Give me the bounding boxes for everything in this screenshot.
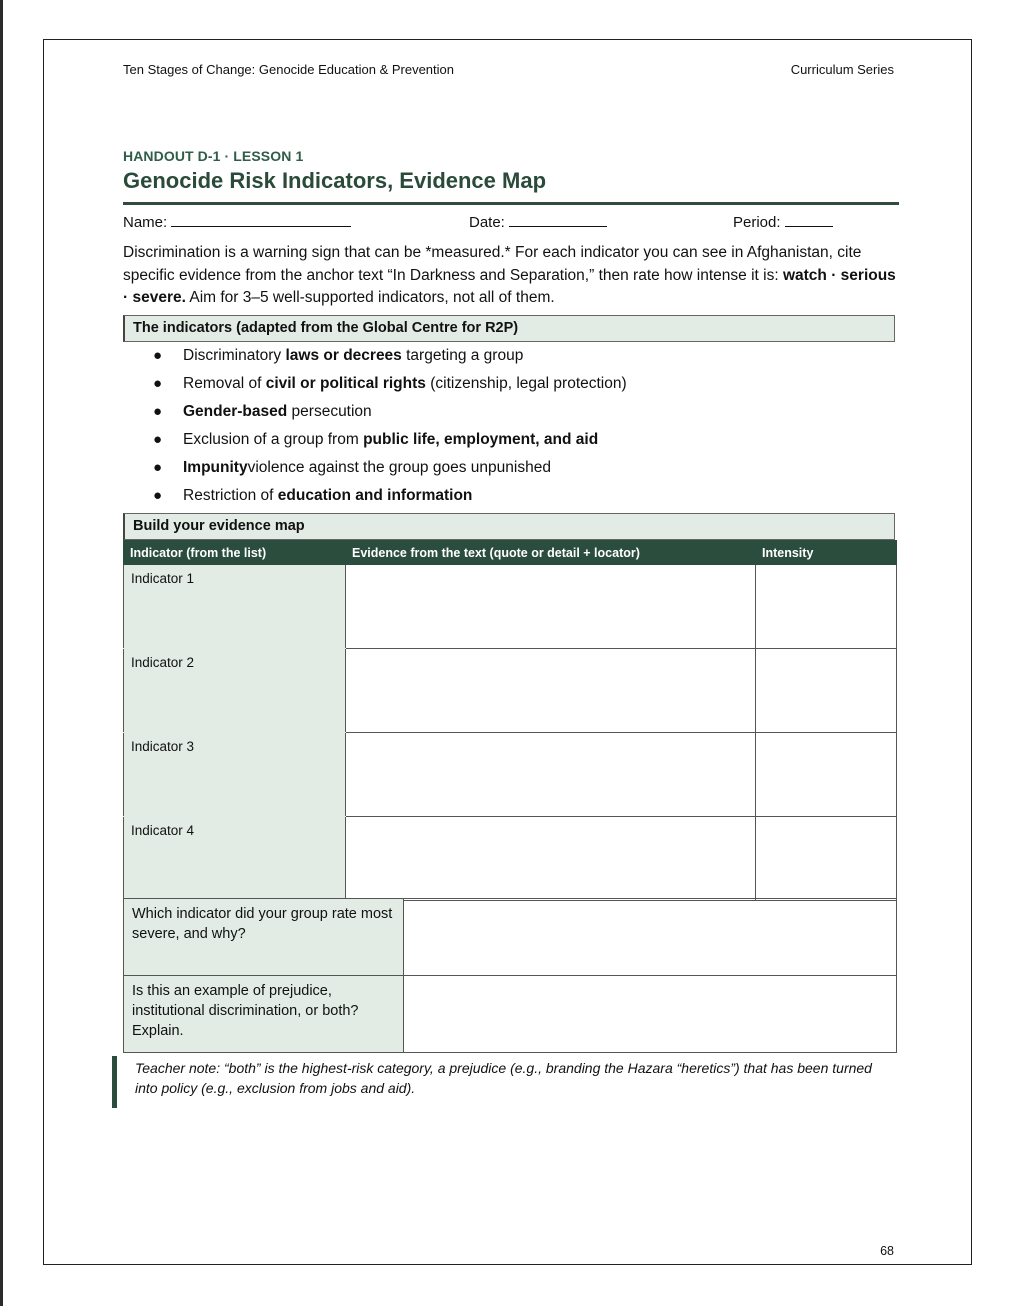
intro-text-1: Discrimination is a warning sign that can be *measured.* For each indicator you can see in Afghanistan, cite specific evidence from the anchor text “In Darkness and Separation,” then rate how intense it is:	[123, 244, 862, 284]
list-item: ● Exclusion of a group from public life, employment, and aid	[123, 426, 893, 454]
name-blank[interactable]	[171, 212, 351, 227]
list-item: ● Impunityviolence against the group goes unpunished	[123, 454, 893, 482]
list-item: ● Restriction of education and information	[123, 482, 893, 510]
evidence-map-heading: Build your evidence map	[123, 513, 895, 540]
evidence-cell[interactable]	[346, 733, 756, 817]
table-row	[124, 976, 897, 1053]
document-page	[43, 39, 972, 1265]
intensity-cell[interactable]	[756, 649, 897, 733]
period-blank[interactable]	[785, 212, 833, 227]
viewer-edge	[0, 0, 3, 1306]
indicator-cell[interactable]: Indicator 2	[124, 649, 346, 733]
date-label: Date:	[469, 214, 505, 231]
period-label: Period:	[733, 214, 781, 231]
answer-cell[interactable]	[404, 976, 897, 1053]
table-header-row	[124, 541, 897, 565]
bullet-icon: ●	[153, 403, 163, 420]
column-header: Evidence from the text (quote or detail + locator)	[346, 541, 756, 565]
handout-title: Genocide Risk Indicators, Evidence Map	[123, 168, 547, 193]
date-blank[interactable]	[509, 212, 607, 227]
intensity-cell[interactable]	[756, 565, 897, 649]
evidence-cell[interactable]	[346, 817, 756, 901]
bullet-icon: ●	[153, 431, 163, 448]
column-header: Intensity	[756, 541, 897, 565]
bullet-icon: ●	[153, 487, 163, 504]
series-title: Ten Stages of Change: Genocide Education & Prevention	[123, 62, 454, 77]
bullet-icon: ●	[153, 375, 163, 392]
teacher-note-bar	[112, 1056, 117, 1108]
answer-cell[interactable]	[404, 899, 897, 976]
handout-kicker: HANDOUT D-1 · LESSON 1	[123, 148, 304, 164]
evidence-cell[interactable]	[346, 565, 756, 649]
question-cell: Is this an example of prejudice, institutional discrimination, or both? Explain.	[124, 976, 404, 1053]
intro-text-2: Aim for 3–5 well-supported indicators, not all of them.	[185, 289, 555, 306]
evidence-table	[123, 540, 897, 901]
intensity-levels: watch · serious · severe.	[123, 266, 896, 306]
name-field[interactable]	[123, 212, 351, 231]
series-label: Curriculum Series	[790, 62, 894, 77]
teacher-note: Teacher note: “both” is the highest-risk category, a prejudice (e.g., branding the Hazara “heretics”) that has been turned into policy (e.g., exclusion from jobs and aid).	[135, 1060, 872, 1096]
bullet-icon: ●	[153, 459, 163, 476]
reflection-table	[123, 898, 897, 1053]
intro-paragraph	[123, 242, 899, 310]
question-cell: Which indicator did your group rate most severe, and why?	[124, 899, 404, 976]
indicator-cell[interactable]: Indicator 4	[124, 817, 346, 901]
indicator-cell[interactable]: Indicator 3	[124, 733, 346, 817]
intensity-cell[interactable]	[756, 733, 897, 817]
table-row	[124, 817, 897, 901]
table-row	[124, 649, 897, 733]
period-field[interactable]	[733, 212, 833, 231]
indicators-heading: The indicators (adapted from the Global Centre for R2P)	[123, 315, 895, 342]
list-item: ● Removal of civil or political rights (citizenship, legal protection)	[123, 370, 893, 398]
indicator-cell[interactable]: Indicator 1	[124, 565, 346, 649]
table-row	[124, 733, 897, 817]
table-row	[124, 899, 897, 976]
name-label: Name:	[123, 214, 168, 231]
evidence-cell[interactable]	[346, 649, 756, 733]
title-rule	[123, 202, 899, 205]
table-row	[124, 565, 897, 649]
bullet-icon: ●	[153, 347, 163, 364]
list-item: ● Discriminatory laws or decrees targeting a group	[123, 342, 893, 370]
page-number: 68	[880, 1244, 894, 1258]
column-header: Indicator (from the list)	[124, 541, 346, 565]
indicator-list	[123, 342, 893, 510]
date-field[interactable]	[469, 212, 607, 231]
intensity-cell[interactable]	[756, 817, 897, 901]
list-item: ● Gender-based persecution	[123, 398, 893, 426]
